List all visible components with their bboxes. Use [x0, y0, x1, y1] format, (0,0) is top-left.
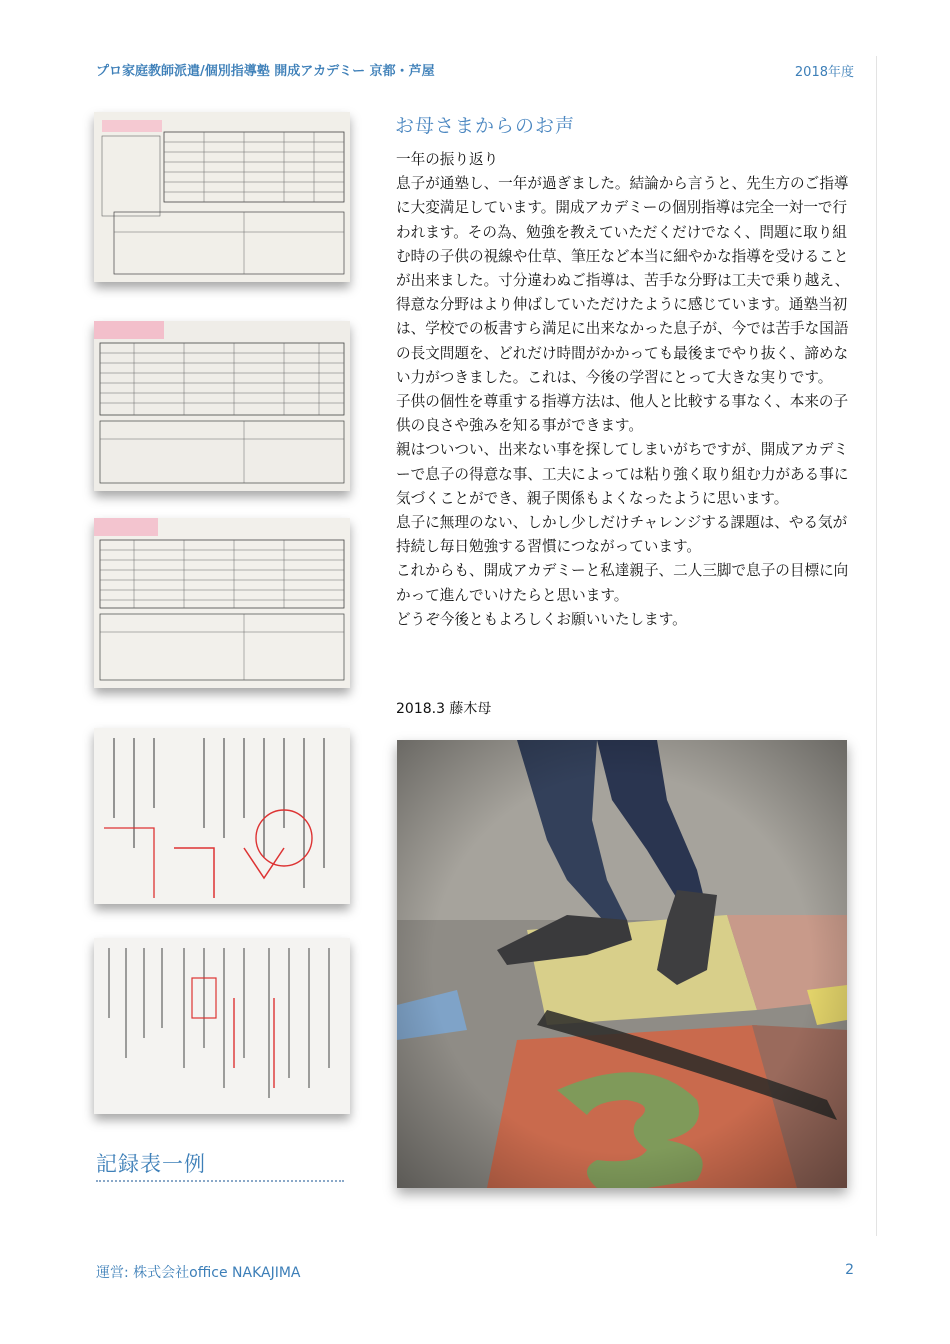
- paragraph: 子供の個性を尊重する指導方法は、他人と比較する事なく、本来の子供の良さや強みを知る事ができます。: [396, 393, 849, 435]
- record-sheet-photo-3: [94, 518, 350, 688]
- section-title: お母さまからのお声: [395, 115, 576, 137]
- header-title: プロ家庭教師派遣/個別指導塾 開成アカデミー 京都・芦屋: [96, 64, 435, 79]
- signature: 2018.3 藤木母: [396, 701, 492, 717]
- header-year: 2018年度: [794, 65, 854, 80]
- footer-operator: 運営: 株式会社office NAKAJIMA: [96, 1265, 301, 1281]
- hopscotch-photo: [397, 740, 847, 1188]
- handwritten-notes-photo-2: [94, 938, 350, 1114]
- page-number: 2: [845, 1262, 854, 1278]
- paragraph: 一年の振り返り: [396, 151, 499, 168]
- sidebar-caption: 記録表一例: [96, 1152, 206, 1176]
- paragraph: 息子に無理のない、しかし少しだけチャレンジする課題は、やる気が持続し毎日勉強する習慣につながっています。: [396, 514, 848, 556]
- caption-divider: [96, 1180, 344, 1182]
- paragraph: 息子が通塾し、一年が過ぎました。結論から言うと、先生方のご指導に大変満足しています。開成アカデミーの個別指導は完全一対一で行われます。その為、勉強を教えていただくだけでなく、問題に取り組む時の子供の視線や仕草、筆圧など本当に細やかな指導を受けることが出来ました。寸分違わぬご指導は、苦手な分野は工夫で乗り越え、得意な分野はより伸ばしていただけたように感じています。通塾当初は、学校での板書すら満足に出来なかった息子が、今では苦手な国語の長文問題を、どれだけ時間がかかっても最後までやり抜く、諦めない力がつきました。これは、今後の学習にとって大きな実りです。: [396, 175, 850, 386]
- page-divider: [876, 56, 877, 1236]
- handwritten-notes-photo-1: [94, 728, 350, 904]
- testimonial-body: [396, 148, 858, 632]
- paragraph: どうぞ今後ともよろしくお願いいたします。: [396, 610, 687, 628]
- record-sheet-photo-2: [94, 321, 350, 491]
- paragraph: 親はついつい、出来ない事を探してしまいがちですが、開成アカデミーで息子の得意な事、工夫によっては粘り強く取り組む力がある事に気づくことができ、親子関係もよくなったように思います。: [396, 441, 849, 507]
- paragraph: これからも、開成アカデミーと私達親子、二人三脚で息子の目標に向かって進んでいけたらと思います。: [396, 562, 849, 604]
- record-sheet-photo-1: [94, 112, 350, 282]
